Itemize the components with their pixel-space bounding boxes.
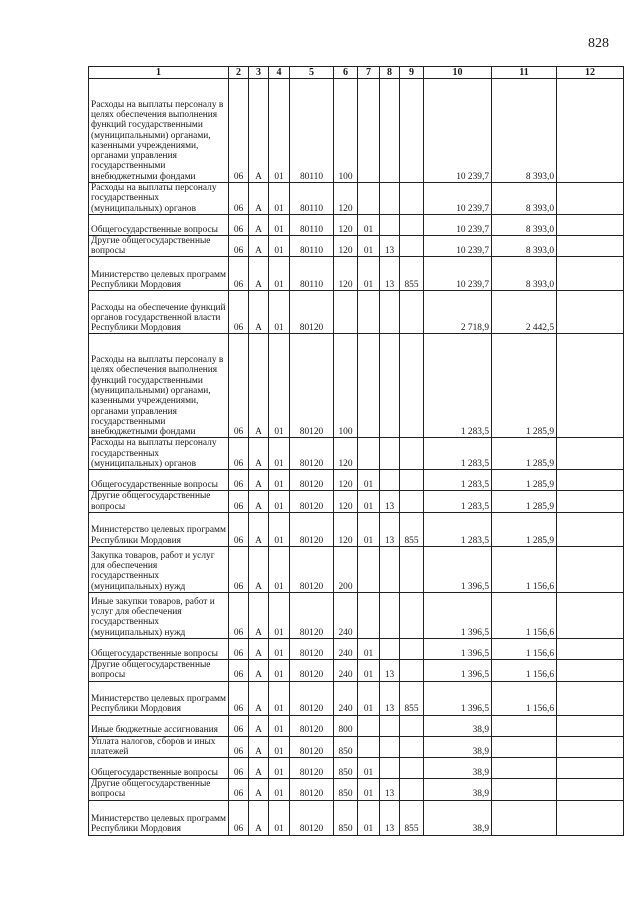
cell-c8 bbox=[380, 183, 400, 215]
cell-c9 bbox=[400, 183, 424, 215]
row-name-cell: Министерство целевых программ Республики Мордовия bbox=[89, 800, 229, 835]
column-header: 9 bbox=[400, 67, 424, 79]
cell-c5: 80120 bbox=[290, 715, 334, 736]
cell-c10: 38,9 bbox=[424, 758, 492, 779]
row-name-cell: Общегосударственные вопросы bbox=[89, 758, 229, 779]
cell-c2: 06 bbox=[229, 512, 249, 546]
cell-c9: 855 bbox=[400, 800, 424, 835]
cell-c4: 01 bbox=[269, 438, 290, 470]
cell-c4: 01 bbox=[269, 779, 290, 801]
cell-c11: 2 442,5 bbox=[492, 291, 557, 334]
cell-c7: 01 bbox=[358, 491, 380, 513]
row-name-cell: Общегосударственные вопросы bbox=[89, 214, 229, 235]
row-name-cell: Уплата налогов, сборов и иных платежей bbox=[89, 736, 229, 758]
cell-c2: 06 bbox=[229, 736, 249, 758]
table-row bbox=[89, 235, 624, 257]
cell-c11 bbox=[492, 800, 557, 835]
cell-c8: 13 bbox=[380, 235, 400, 257]
cell-c5: 80120 bbox=[290, 800, 334, 835]
cell-c9 bbox=[400, 470, 424, 491]
budget-table bbox=[88, 66, 624, 836]
cell-c7: 01 bbox=[358, 235, 380, 257]
cell-c12 bbox=[557, 800, 624, 835]
cell-c11: 1 156,6 bbox=[492, 638, 557, 659]
cell-c6: 850 bbox=[334, 758, 358, 779]
cell-c2: 06 bbox=[229, 291, 249, 334]
cell-c2: 06 bbox=[229, 214, 249, 235]
cell-c11: 1 156,6 bbox=[492, 546, 557, 592]
table-row bbox=[89, 214, 624, 235]
cell-c8 bbox=[380, 736, 400, 758]
cell-c9 bbox=[400, 659, 424, 681]
cell-c11: 8 393,0 bbox=[492, 235, 557, 257]
cell-c3: А bbox=[249, 438, 269, 470]
table-row bbox=[89, 334, 624, 438]
cell-c8: 13 bbox=[380, 659, 400, 681]
cell-c5: 80120 bbox=[290, 334, 334, 438]
row-name-cell: Министерство целевых программ Республики Мордовия bbox=[89, 257, 229, 291]
cell-c8 bbox=[380, 214, 400, 235]
cell-c5: 80120 bbox=[290, 779, 334, 801]
cell-c7 bbox=[358, 291, 380, 334]
cell-c12 bbox=[557, 736, 624, 758]
cell-c12 bbox=[557, 470, 624, 491]
cell-c10: 1 396,5 bbox=[424, 659, 492, 681]
table-row bbox=[89, 257, 624, 291]
cell-c8: 13 bbox=[380, 512, 400, 546]
cell-c12 bbox=[557, 681, 624, 715]
cell-c12 bbox=[557, 257, 624, 291]
cell-c2: 06 bbox=[229, 257, 249, 291]
cell-c6: 850 bbox=[334, 736, 358, 758]
table-row bbox=[89, 779, 624, 801]
column-header: 2 bbox=[229, 67, 249, 79]
cell-c7: 01 bbox=[358, 257, 380, 291]
cell-c4: 01 bbox=[269, 800, 290, 835]
cell-c11: 1 156,6 bbox=[492, 681, 557, 715]
cell-c10: 2 718,9 bbox=[424, 291, 492, 334]
cell-c4: 01 bbox=[269, 659, 290, 681]
column-header: 8 bbox=[380, 67, 400, 79]
cell-c6: 850 bbox=[334, 779, 358, 801]
cell-c9 bbox=[400, 334, 424, 438]
cell-c3: А bbox=[249, 736, 269, 758]
cell-c7: 01 bbox=[358, 214, 380, 235]
cell-c3: А bbox=[249, 79, 269, 183]
row-name-cell: Расходы на выплаты персоналу в целях обеспечения выполнения функций государственными (муниципальными) органами, казенными учреждениями, органами управления государственными внебюджетными фондами bbox=[89, 79, 229, 183]
cell-c3: А bbox=[249, 183, 269, 215]
cell-c12 bbox=[557, 183, 624, 215]
cell-c5: 80120 bbox=[290, 512, 334, 546]
cell-c9 bbox=[400, 592, 424, 638]
cell-c6: 240 bbox=[334, 638, 358, 659]
cell-c2: 06 bbox=[229, 779, 249, 801]
cell-c5: 80120 bbox=[290, 681, 334, 715]
cell-c11: 1 285,9 bbox=[492, 334, 557, 438]
cell-c8: 13 bbox=[380, 257, 400, 291]
table-row bbox=[89, 592, 624, 638]
page-number: 828 bbox=[588, 36, 609, 51]
cell-c5: 80120 bbox=[290, 592, 334, 638]
cell-c9 bbox=[400, 736, 424, 758]
cell-c8: 13 bbox=[380, 779, 400, 801]
cell-c6 bbox=[334, 291, 358, 334]
table-row bbox=[89, 491, 624, 513]
cell-c2: 06 bbox=[229, 334, 249, 438]
cell-c7 bbox=[358, 715, 380, 736]
cell-c12 bbox=[557, 79, 624, 183]
cell-c3: А bbox=[249, 659, 269, 681]
table-row bbox=[89, 470, 624, 491]
cell-c7 bbox=[358, 79, 380, 183]
cell-c10: 38,9 bbox=[424, 736, 492, 758]
cell-c4: 01 bbox=[269, 592, 290, 638]
cell-c3: А bbox=[249, 638, 269, 659]
cell-c7 bbox=[358, 546, 380, 592]
cell-c10: 1 283,5 bbox=[424, 470, 492, 491]
row-name-cell: Общегосударственные вопросы bbox=[89, 470, 229, 491]
cell-c10: 1 396,5 bbox=[424, 592, 492, 638]
cell-c5: 80120 bbox=[290, 546, 334, 592]
cell-c6: 120 bbox=[334, 183, 358, 215]
cell-c5: 80120 bbox=[290, 470, 334, 491]
cell-c8 bbox=[380, 334, 400, 438]
cell-c12 bbox=[557, 491, 624, 513]
cell-c12 bbox=[557, 291, 624, 334]
cell-c3: А bbox=[249, 235, 269, 257]
cell-c12 bbox=[557, 779, 624, 801]
cell-c10: 1 396,5 bbox=[424, 681, 492, 715]
table-row bbox=[89, 758, 624, 779]
cell-c6: 240 bbox=[334, 592, 358, 638]
cell-c7: 01 bbox=[358, 659, 380, 681]
cell-c10: 10 239,7 bbox=[424, 183, 492, 215]
cell-c9 bbox=[400, 235, 424, 257]
row-name-cell: Другие общегосударственные вопросы bbox=[89, 659, 229, 681]
cell-c9 bbox=[400, 291, 424, 334]
cell-c4: 01 bbox=[269, 758, 290, 779]
cell-c6: 240 bbox=[334, 659, 358, 681]
cell-c5: 80120 bbox=[290, 659, 334, 681]
column-header: 11 bbox=[492, 67, 557, 79]
cell-c4: 01 bbox=[269, 546, 290, 592]
cell-c3: А bbox=[249, 779, 269, 801]
cell-c7 bbox=[358, 736, 380, 758]
cell-c6: 240 bbox=[334, 681, 358, 715]
cell-c12 bbox=[557, 638, 624, 659]
cell-c5: 80120 bbox=[290, 758, 334, 779]
cell-c3: А bbox=[249, 681, 269, 715]
cell-c12 bbox=[557, 438, 624, 470]
row-name-cell: Расходы на выплаты персоналу государственных (муниципальных) органов bbox=[89, 183, 229, 215]
row-name-cell: Другие общегосударственные вопросы bbox=[89, 235, 229, 257]
row-name-cell: Расходы на обеспечение функций органов государственной власти Республики Мордовия bbox=[89, 291, 229, 334]
cell-c4: 01 bbox=[269, 334, 290, 438]
cell-c4: 01 bbox=[269, 257, 290, 291]
cell-c4: 01 bbox=[269, 470, 290, 491]
cell-c7: 01 bbox=[358, 758, 380, 779]
cell-c4: 01 bbox=[269, 736, 290, 758]
cell-c7: 01 bbox=[358, 470, 380, 491]
cell-c8 bbox=[380, 758, 400, 779]
cell-c3: А bbox=[249, 291, 269, 334]
cell-c11 bbox=[492, 779, 557, 801]
cell-c2: 06 bbox=[229, 715, 249, 736]
cell-c12 bbox=[557, 235, 624, 257]
cell-c6: 850 bbox=[334, 800, 358, 835]
cell-c4: 01 bbox=[269, 681, 290, 715]
cell-c11: 1 285,9 bbox=[492, 470, 557, 491]
cell-c3: А bbox=[249, 214, 269, 235]
column-header: 4 bbox=[269, 67, 290, 79]
cell-c10: 38,9 bbox=[424, 800, 492, 835]
cell-c6: 120 bbox=[334, 491, 358, 513]
cell-c5: 80120 bbox=[290, 736, 334, 758]
cell-c10: 38,9 bbox=[424, 715, 492, 736]
row-name-cell: Расходы на выплаты персоналу государственных (муниципальных) органов bbox=[89, 438, 229, 470]
cell-c4: 01 bbox=[269, 512, 290, 546]
cell-c7 bbox=[358, 438, 380, 470]
cell-c2: 06 bbox=[229, 638, 249, 659]
cell-c2: 06 bbox=[229, 758, 249, 779]
table-row bbox=[89, 681, 624, 715]
cell-c9 bbox=[400, 638, 424, 659]
cell-c5: 80120 bbox=[290, 491, 334, 513]
column-header: 7 bbox=[358, 67, 380, 79]
cell-c8 bbox=[380, 438, 400, 470]
cell-c10: 10 239,7 bbox=[424, 214, 492, 235]
cell-c11: 8 393,0 bbox=[492, 79, 557, 183]
cell-c6: 100 bbox=[334, 79, 358, 183]
table-row bbox=[89, 638, 624, 659]
cell-c5: 80120 bbox=[290, 291, 334, 334]
cell-c9: 855 bbox=[400, 681, 424, 715]
cell-c4: 01 bbox=[269, 235, 290, 257]
cell-c12 bbox=[557, 214, 624, 235]
cell-c9 bbox=[400, 758, 424, 779]
cell-c7: 01 bbox=[358, 800, 380, 835]
cell-c7 bbox=[358, 334, 380, 438]
cell-c11: 1 156,6 bbox=[492, 659, 557, 681]
table-row bbox=[89, 715, 624, 736]
cell-c6: 120 bbox=[334, 235, 358, 257]
cell-c9 bbox=[400, 779, 424, 801]
cell-c7: 01 bbox=[358, 512, 380, 546]
cell-c5: 80110 bbox=[290, 79, 334, 183]
cell-c10: 1 283,5 bbox=[424, 438, 492, 470]
cell-c3: А bbox=[249, 546, 269, 592]
cell-c10: 1 283,5 bbox=[424, 491, 492, 513]
cell-c6: 200 bbox=[334, 546, 358, 592]
cell-c3: А bbox=[249, 592, 269, 638]
cell-c8 bbox=[380, 79, 400, 183]
cell-c8: 13 bbox=[380, 491, 400, 513]
table-row bbox=[89, 79, 624, 183]
cell-c11 bbox=[492, 736, 557, 758]
row-name-cell: Другие общегосударственные вопросы bbox=[89, 779, 229, 801]
cell-c10: 1 396,5 bbox=[424, 546, 492, 592]
cell-c7: 01 bbox=[358, 638, 380, 659]
cell-c2: 06 bbox=[229, 681, 249, 715]
cell-c3: А bbox=[249, 800, 269, 835]
row-name-cell: Министерство целевых программ Республики Мордовия bbox=[89, 512, 229, 546]
cell-c5: 80110 bbox=[290, 183, 334, 215]
cell-c9 bbox=[400, 214, 424, 235]
cell-c5: 80120 bbox=[290, 638, 334, 659]
cell-c12 bbox=[557, 715, 624, 736]
cell-c9 bbox=[400, 438, 424, 470]
cell-c8: 13 bbox=[380, 681, 400, 715]
cell-c4: 01 bbox=[269, 715, 290, 736]
cell-c12 bbox=[557, 334, 624, 438]
cell-c12 bbox=[557, 592, 624, 638]
table-row bbox=[89, 736, 624, 758]
table-row bbox=[89, 438, 624, 470]
cell-c9 bbox=[400, 491, 424, 513]
cell-c3: А bbox=[249, 334, 269, 438]
cell-c5: 80110 bbox=[290, 257, 334, 291]
cell-c7 bbox=[358, 183, 380, 215]
row-name-cell: Общегосударственные вопросы bbox=[89, 638, 229, 659]
cell-c2: 06 bbox=[229, 491, 249, 513]
cell-c6: 120 bbox=[334, 470, 358, 491]
cell-c3: А bbox=[249, 491, 269, 513]
cell-c11: 1 156,6 bbox=[492, 592, 557, 638]
cell-c11 bbox=[492, 715, 557, 736]
cell-c5: 80110 bbox=[290, 235, 334, 257]
cell-c6: 800 bbox=[334, 715, 358, 736]
cell-c12 bbox=[557, 659, 624, 681]
cell-c10: 10 239,7 bbox=[424, 79, 492, 183]
cell-c7: 01 bbox=[358, 779, 380, 801]
cell-c4: 01 bbox=[269, 291, 290, 334]
cell-c2: 06 bbox=[229, 800, 249, 835]
cell-c7 bbox=[358, 592, 380, 638]
cell-c9: 855 bbox=[400, 512, 424, 546]
cell-c5: 80110 bbox=[290, 214, 334, 235]
cell-c10: 1 283,5 bbox=[424, 512, 492, 546]
cell-c9 bbox=[400, 79, 424, 183]
row-name-cell: Расходы на выплаты персоналу в целях обеспечения выполнения функций государственными (муниципальными) органами, казенными учреждениями, органами управления государственными внебюджетными фондами bbox=[89, 334, 229, 438]
cell-c12 bbox=[557, 546, 624, 592]
cell-c10: 38,9 bbox=[424, 779, 492, 801]
cell-c11: 8 393,0 bbox=[492, 214, 557, 235]
column-header: 3 bbox=[249, 67, 269, 79]
table-row bbox=[89, 546, 624, 592]
cell-c2: 06 bbox=[229, 235, 249, 257]
cell-c11: 8 393,0 bbox=[492, 257, 557, 291]
table-row bbox=[89, 291, 624, 334]
cell-c11: 8 393,0 bbox=[492, 183, 557, 215]
cell-c2: 06 bbox=[229, 470, 249, 491]
cell-c3: А bbox=[249, 758, 269, 779]
cell-c8 bbox=[380, 592, 400, 638]
cell-c10: 1 283,5 bbox=[424, 334, 492, 438]
cell-c6: 120 bbox=[334, 257, 358, 291]
table-row bbox=[89, 183, 624, 215]
cell-c3: А bbox=[249, 715, 269, 736]
table-row bbox=[89, 800, 624, 835]
row-name-cell: Закупка товаров, работ и услуг для обеспечения государственных (муниципальных) нужд bbox=[89, 546, 229, 592]
cell-c8 bbox=[380, 470, 400, 491]
cell-c10: 10 239,7 bbox=[424, 257, 492, 291]
cell-c10: 1 396,5 bbox=[424, 638, 492, 659]
cell-c8: 13 bbox=[380, 800, 400, 835]
cell-c11: 1 285,9 bbox=[492, 491, 557, 513]
column-header: 5 bbox=[290, 67, 334, 79]
cell-c11 bbox=[492, 758, 557, 779]
cell-c8 bbox=[380, 291, 400, 334]
cell-c2: 06 bbox=[229, 592, 249, 638]
cell-c6: 120 bbox=[334, 512, 358, 546]
cell-c9 bbox=[400, 546, 424, 592]
cell-c11: 1 285,9 bbox=[492, 512, 557, 546]
cell-c11: 1 285,9 bbox=[492, 438, 557, 470]
table-row bbox=[89, 512, 624, 546]
row-name-cell: Иные бюджетные ассигнования bbox=[89, 715, 229, 736]
column-header: 10 bbox=[424, 67, 492, 79]
column-header: 6 bbox=[334, 67, 358, 79]
row-name-cell: Министерство целевых программ Республики Мордовия bbox=[89, 681, 229, 715]
cell-c4: 01 bbox=[269, 491, 290, 513]
cell-c6: 120 bbox=[334, 438, 358, 470]
cell-c8 bbox=[380, 638, 400, 659]
cell-c9: 855 bbox=[400, 257, 424, 291]
cell-c12 bbox=[557, 512, 624, 546]
cell-c2: 06 bbox=[229, 438, 249, 470]
cell-c10: 10 239,7 bbox=[424, 235, 492, 257]
header-row bbox=[89, 67, 624, 79]
cell-c6: 100 bbox=[334, 334, 358, 438]
cell-c2: 06 bbox=[229, 183, 249, 215]
cell-c4: 01 bbox=[269, 214, 290, 235]
cell-c12 bbox=[557, 758, 624, 779]
cell-c3: А bbox=[249, 257, 269, 291]
cell-c4: 01 bbox=[269, 79, 290, 183]
cell-c8 bbox=[380, 715, 400, 736]
cell-c7: 01 bbox=[358, 681, 380, 715]
cell-c2: 06 bbox=[229, 659, 249, 681]
row-name-cell: Иные закупки товаров, работ и услуг для обеспечения государственных (муниципальных) нужд bbox=[89, 592, 229, 638]
cell-c4: 01 bbox=[269, 183, 290, 215]
cell-c8 bbox=[380, 546, 400, 592]
column-header: 12 bbox=[557, 67, 624, 79]
cell-c9 bbox=[400, 715, 424, 736]
cell-c2: 06 bbox=[229, 546, 249, 592]
column-header: 1 bbox=[89, 67, 229, 79]
table-row bbox=[89, 659, 624, 681]
cell-c2: 06 bbox=[229, 79, 249, 183]
cell-c3: А bbox=[249, 470, 269, 491]
cell-c6: 120 bbox=[334, 214, 358, 235]
cell-c5: 80120 bbox=[290, 438, 334, 470]
cell-c3: А bbox=[249, 512, 269, 546]
cell-c4: 01 bbox=[269, 638, 290, 659]
table-body bbox=[89, 79, 624, 836]
row-name-cell: Другие общегосударственные вопросы bbox=[89, 491, 229, 513]
